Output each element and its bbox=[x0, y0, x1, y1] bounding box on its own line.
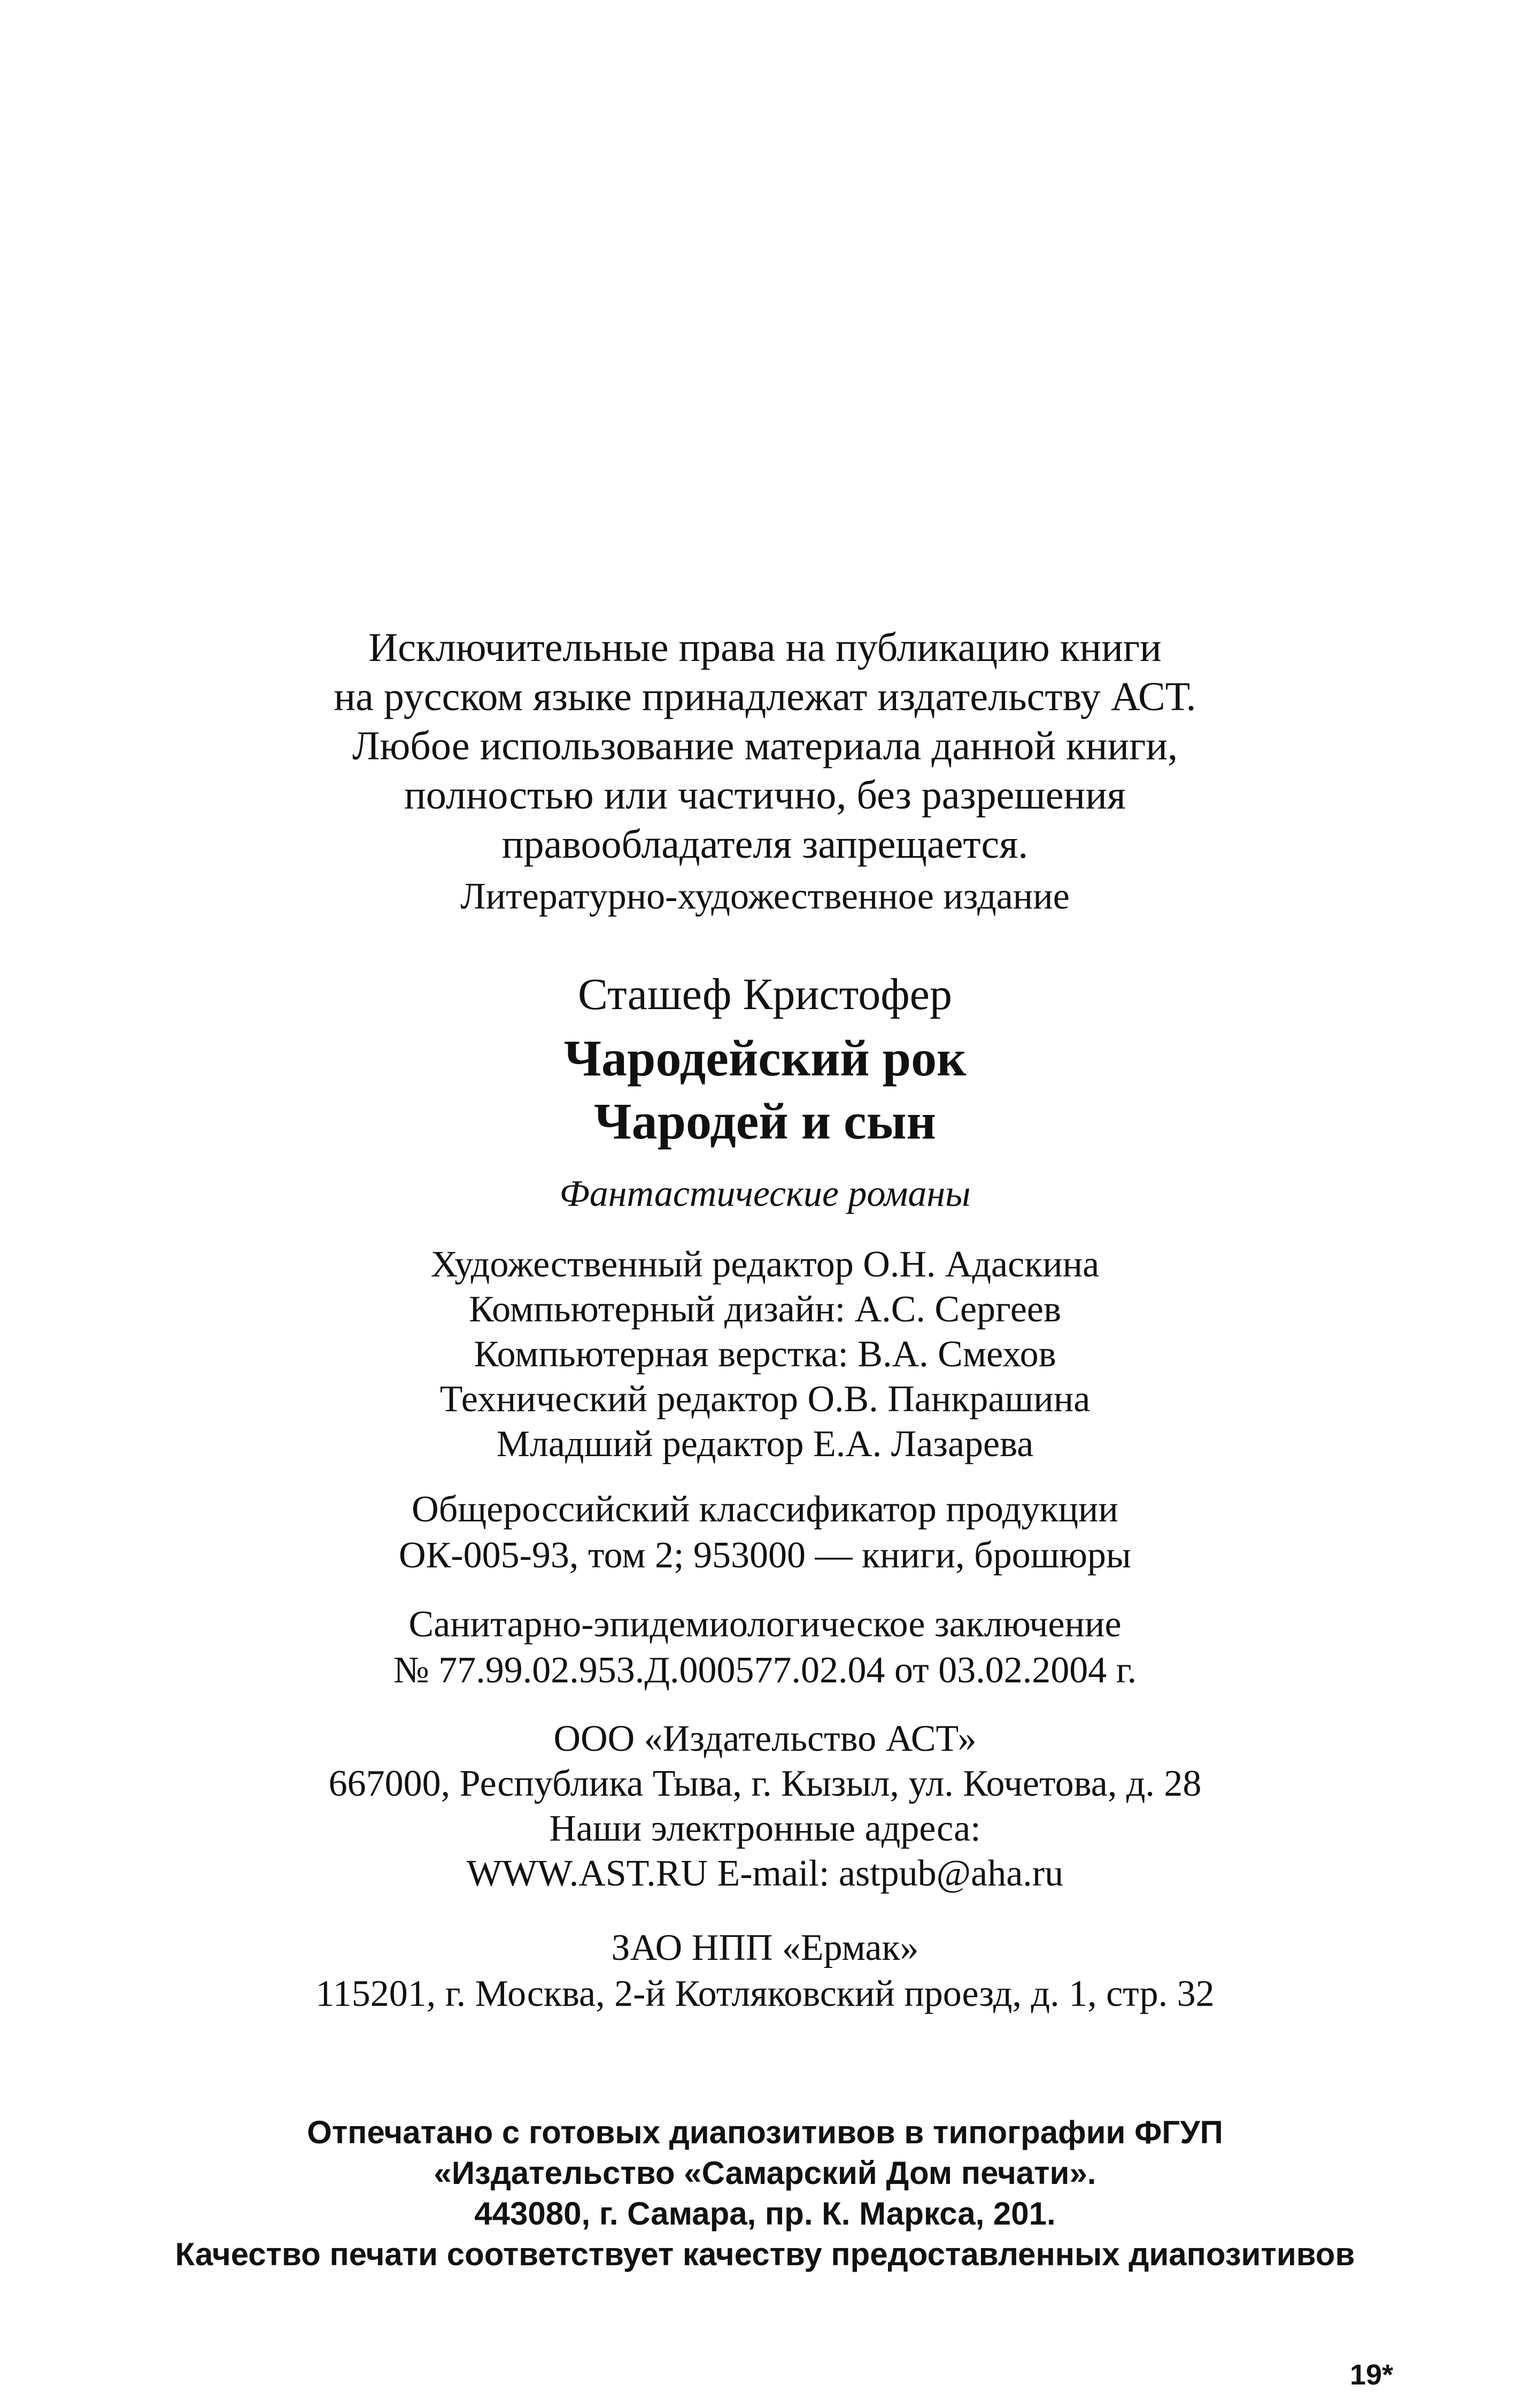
sanitary-line: № 77.99.02.953.Д.000577.02.04 от 03.02.2004 г. bbox=[393, 1650, 1137, 1691]
edition-type-text: Литературно-художественное издание bbox=[460, 876, 1070, 917]
edition-type bbox=[0, 873, 1530, 921]
credit-line: Художественный редактор О.Н. Адаскина bbox=[430, 1244, 1100, 1285]
credit-line: Младший редактор Е.А. Лазарева bbox=[496, 1424, 1034, 1465]
page-number: 19* bbox=[1350, 2359, 1394, 2391]
rights-line: Любое использование материала данной книги, bbox=[352, 724, 1178, 768]
printed-line: Качество печати соответствует качеству предоставленных диапозитивов bbox=[175, 2236, 1355, 2272]
printer-line: 115201, г. Москва, 2-й Котляковский проезд, д. 1, стр. 32 bbox=[315, 1973, 1215, 2014]
printer-line: ЗАО НПП «Ермак» bbox=[611, 1927, 919, 1968]
author-text: Сташеф Кристофер bbox=[578, 970, 952, 1019]
printed-line: 443080, г. Самара, пр. К. Маркса, 201. bbox=[474, 2196, 1056, 2232]
printer-info bbox=[0, 1925, 1530, 2017]
editorial-credits bbox=[0, 1242, 1530, 1467]
product-classifier bbox=[0, 1487, 1530, 1579]
credit-line: Компьютерная верстка: В.А. Смехов bbox=[474, 1334, 1056, 1375]
credit-line: Технический редактор О.В. Панкрашина bbox=[439, 1379, 1091, 1420]
sanitary-certificate bbox=[0, 1602, 1530, 1694]
rights-line: правообладателя запрещается. bbox=[501, 822, 1029, 867]
printing-house-info bbox=[0, 2112, 1530, 2275]
printed-line: «Издательство «Самарский Дом печати». bbox=[434, 2155, 1096, 2191]
rights-line: на русском языке принадлежат издательству АСТ. bbox=[334, 674, 1196, 719]
book-title: Чародей и сын bbox=[594, 1093, 936, 1150]
publisher-info bbox=[0, 1717, 1530, 1896]
publisher-line: ООО «Издательство АСТ» bbox=[553, 1718, 977, 1759]
genre-subtitle bbox=[0, 1170, 1530, 1218]
publisher-line: Наши электронные адреса: bbox=[549, 1808, 981, 1849]
rights-line: Исключительные права на публикацию книги bbox=[368, 625, 1162, 670]
subtitle-text: Фантастические романы bbox=[559, 1173, 971, 1214]
publisher-line: 667000, Республика Тыва, г. Кызыл, ул. Кочетова, д. 28 bbox=[328, 1763, 1202, 1804]
rights-line: полностью или частично, без разрешения bbox=[404, 773, 1126, 818]
author-name bbox=[0, 967, 1530, 1022]
publisher-line: WWW.AST.RU E-mail: astpub@aha.ru bbox=[466, 1853, 1064, 1894]
book-titles bbox=[0, 1027, 1530, 1153]
printed-line: Отпечатано с готовых диапозитивов в типографии ФГУП bbox=[307, 2114, 1223, 2150]
book-title: Чародейский рок bbox=[563, 1029, 967, 1087]
classifier-line: Общероссийский классификатор продукции bbox=[412, 1489, 1118, 1530]
credit-line: Компьютерный дизайн: А.С. Сергеев bbox=[468, 1289, 1062, 1330]
sanitary-line: Санитарно-эпидемиологическое заключение bbox=[408, 1604, 1122, 1645]
classifier-line: ОК-005-93, том 2; 953000 — книги, брошюры bbox=[399, 1535, 1131, 1576]
rights-notice bbox=[0, 623, 1530, 869]
